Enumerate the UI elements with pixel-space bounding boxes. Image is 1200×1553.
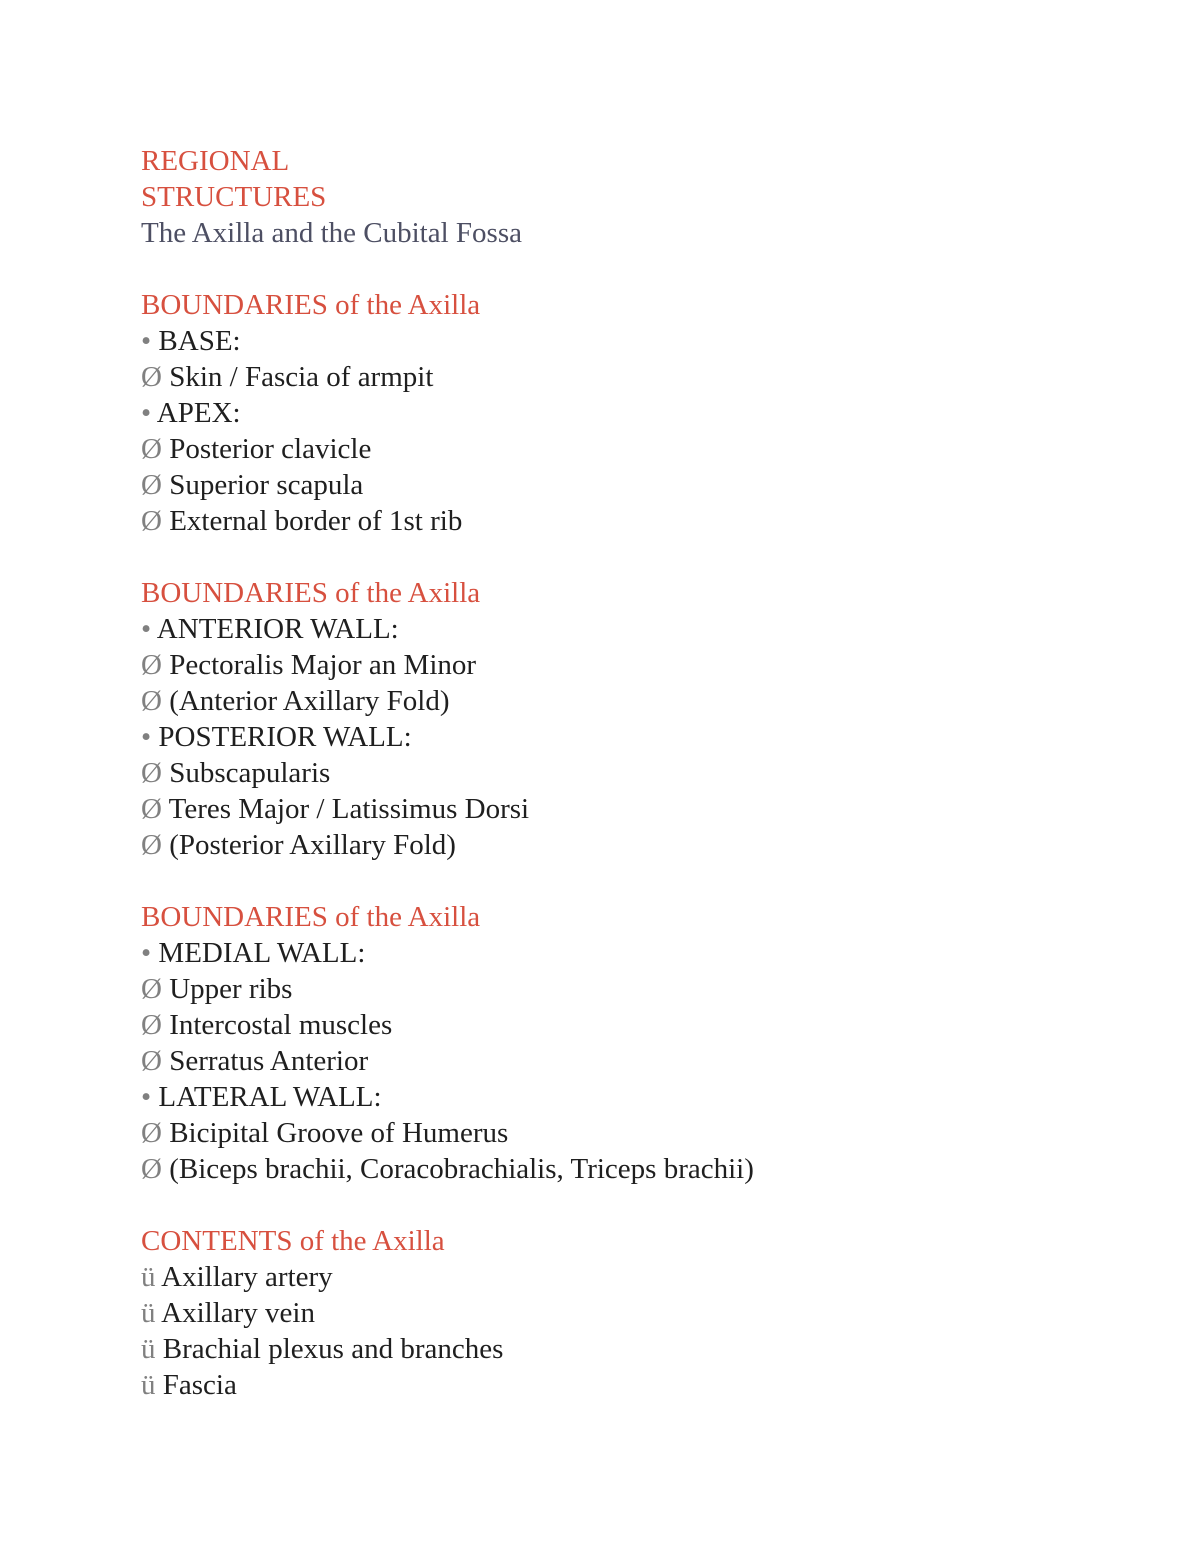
- medial-item-3: [141, 1043, 1141, 1079]
- section1-heading: BOUNDARIES of the Axilla: [141, 289, 481, 321]
- lateral-item-1: [141, 1115, 1141, 1151]
- apex-item-2-text: Superior scapula: [161, 469, 364, 501]
- base-item-1-text: Skin / Fascia of armpit: [161, 361, 434, 393]
- check-bullet-icon: ü: [141, 1369, 156, 1401]
- posterior-item-2: [141, 791, 1141, 827]
- medial-item-1-text: Upper ribs: [161, 973, 293, 1005]
- base-label: [141, 323, 1141, 359]
- base-label-text: BASE:: [151, 325, 241, 357]
- section4-heading: CONTENTS of the Axilla: [141, 1225, 445, 1257]
- arrow-bullet-icon: Ø: [141, 1045, 162, 1077]
- subtitle: The Axilla and the Cubital Fossa: [141, 217, 522, 249]
- bullet-icon: •: [141, 1081, 152, 1113]
- medial-item-2-text: Intercostal muscles: [161, 1009, 393, 1041]
- medial-item-1: [141, 971, 1141, 1007]
- arrow-bullet-icon: Ø: [141, 793, 162, 825]
- arrow-bullet-icon: Ø: [141, 829, 162, 861]
- arrow-bullet-icon: Ø: [141, 1009, 162, 1041]
- arrow-bullet-icon: Ø: [141, 685, 162, 717]
- apex-label-text: APEX:: [151, 397, 241, 429]
- arrow-bullet-icon: Ø: [141, 757, 162, 789]
- apex-item-3: [141, 503, 1141, 539]
- title-line-2: STRUCTURES: [141, 181, 327, 213]
- section3-heading: BOUNDARIES of the Axilla: [141, 901, 481, 933]
- document-page: [141, 143, 1141, 1403]
- posterior-item-3: [141, 827, 1141, 863]
- anterior-item-1: [141, 647, 1141, 683]
- medial-label-text: MEDIAL WALL:: [151, 937, 366, 969]
- medial-item-2: [141, 1007, 1141, 1043]
- bullet-icon: •: [141, 721, 152, 753]
- apex-item-1: [141, 431, 1141, 467]
- arrow-bullet-icon: Ø: [141, 973, 162, 1005]
- bullet-icon: •: [141, 937, 152, 969]
- posterior-item-2-text: Teres Major / Latissimus Dorsi: [161, 793, 530, 825]
- posterior-item-3-text: (Posterior Axillary Fold): [161, 829, 456, 861]
- posterior-item-1: [141, 755, 1141, 791]
- contents-item-3-text: Brachial plexus and branches: [155, 1333, 504, 1365]
- posterior-label: [141, 719, 1141, 755]
- anterior-label: [141, 611, 1141, 647]
- bullet-icon: •: [141, 325, 152, 357]
- medial-item-3-text: Serratus Anterior: [161, 1045, 369, 1077]
- contents-item-3: [141, 1331, 1141, 1367]
- anterior-label-text: ANTERIOR WALL:: [151, 613, 399, 645]
- base-item-1: [141, 359, 1141, 395]
- check-bullet-icon: ü: [141, 1333, 156, 1365]
- arrow-bullet-icon: Ø: [141, 361, 162, 393]
- lateral-item-1-text: Bicipital Groove of Humerus: [161, 1117, 509, 1149]
- contents-item-4-text: Fascia: [155, 1369, 237, 1401]
- contents-item-1-text: Axillary artery: [155, 1261, 333, 1293]
- contents-item-2-text: Axillary vein: [155, 1297, 315, 1329]
- spacer: [141, 1187, 1141, 1223]
- bullet-icon: •: [141, 613, 152, 645]
- posterior-label-text: POSTERIOR WALL:: [151, 721, 412, 753]
- lateral-item-2: [141, 1151, 1141, 1187]
- bullet-icon: •: [141, 397, 152, 429]
- arrow-bullet-icon: Ø: [141, 469, 162, 501]
- lateral-label-text: LATERAL WALL:: [151, 1081, 382, 1113]
- contents-item-1: [141, 1259, 1141, 1295]
- arrow-bullet-icon: Ø: [141, 1153, 162, 1185]
- lateral-label: [141, 1079, 1141, 1115]
- apex-item-3-text: External border of 1st rib: [161, 505, 463, 537]
- apex-item-1-text: Posterior clavicle: [161, 433, 372, 465]
- contents-item-4: [141, 1367, 1141, 1403]
- arrow-bullet-icon: Ø: [141, 649, 162, 681]
- anterior-item-1-text: Pectoralis Major an Minor: [161, 649, 477, 681]
- section2-heading: BOUNDARIES of the Axilla: [141, 577, 481, 609]
- title-line-1: REGIONAL: [141, 145, 290, 177]
- apex-item-2: [141, 467, 1141, 503]
- anterior-item-2-text: (Anterior Axillary Fold): [161, 685, 450, 717]
- posterior-item-1-text: Subscapularis: [161, 757, 331, 789]
- contents-item-2: [141, 1295, 1141, 1331]
- lateral-item-2-text: (Biceps brachii, Coracobrachialis, Triceps brachii): [161, 1153, 754, 1185]
- check-bullet-icon: ü: [141, 1297, 156, 1329]
- anterior-item-2: [141, 683, 1141, 719]
- medial-label: [141, 935, 1141, 971]
- arrow-bullet-icon: Ø: [141, 433, 162, 465]
- arrow-bullet-icon: Ø: [141, 505, 162, 537]
- spacer: [141, 539, 1141, 575]
- spacer: [141, 863, 1141, 899]
- arrow-bullet-icon: Ø: [141, 1117, 162, 1149]
- spacer: [141, 251, 1141, 287]
- check-bullet-icon: ü: [141, 1261, 156, 1293]
- apex-label: [141, 395, 1141, 431]
